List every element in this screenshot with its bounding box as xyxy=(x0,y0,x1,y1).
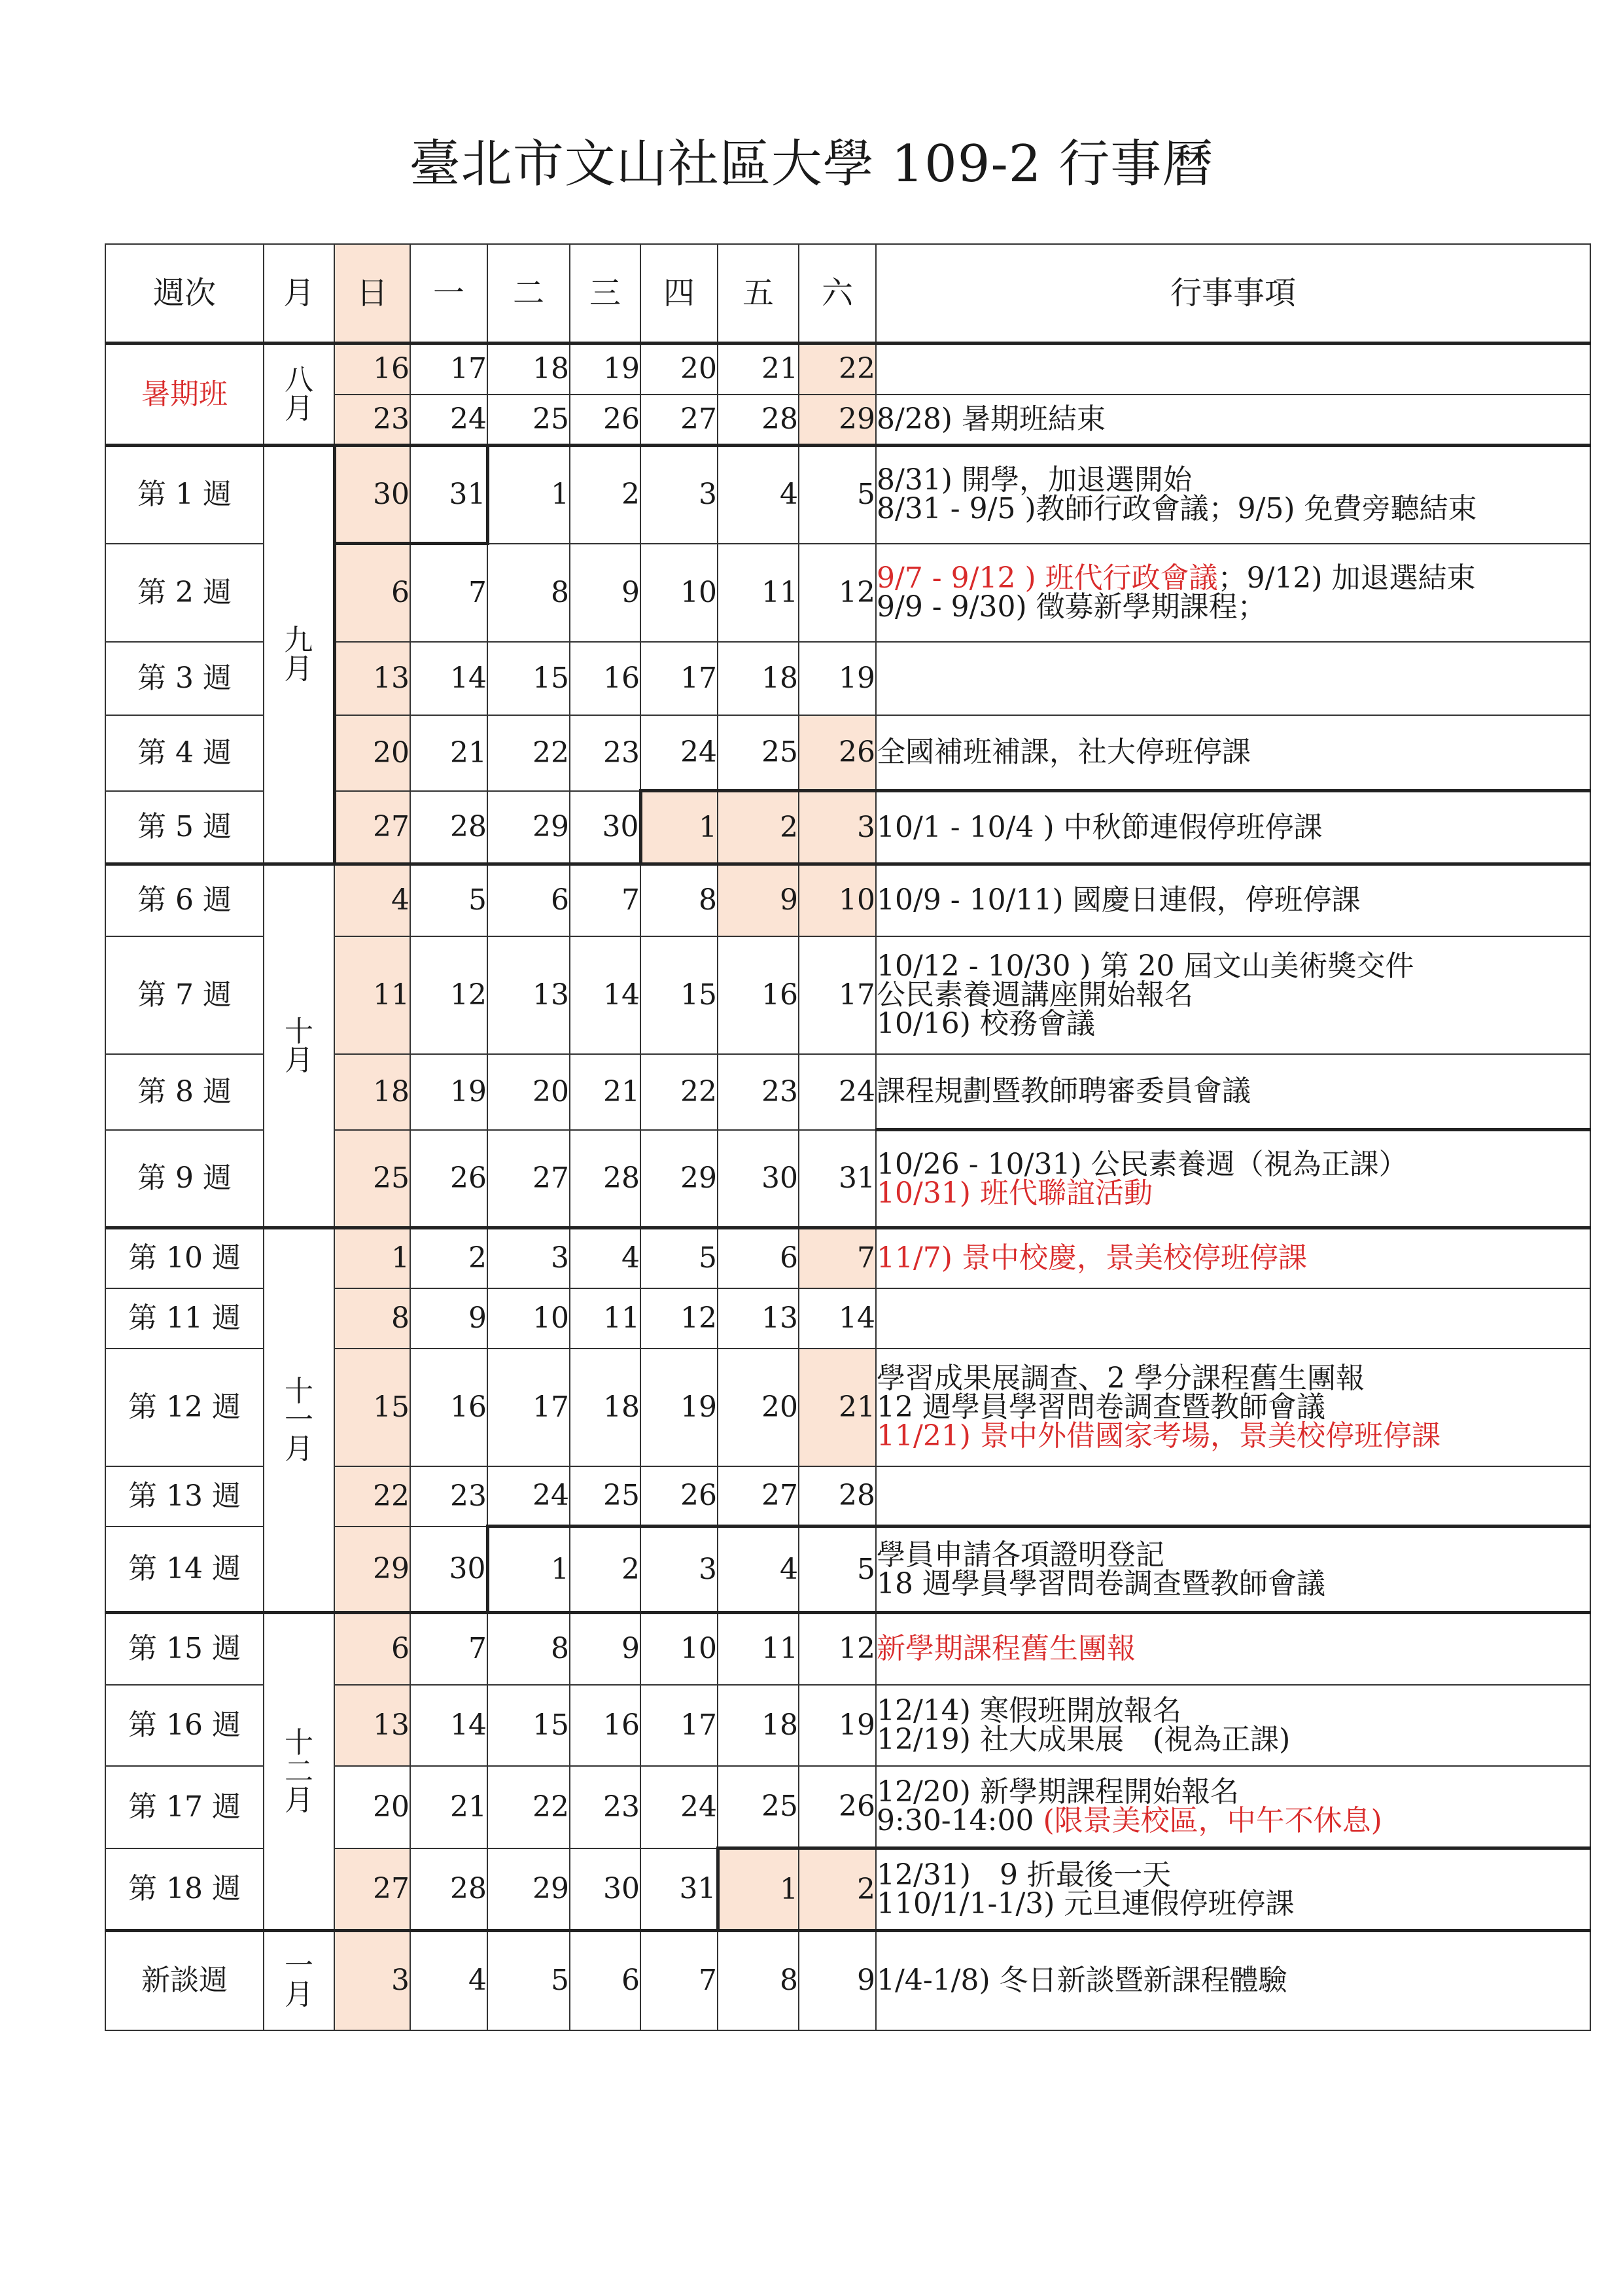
day-cell: 1 xyxy=(334,1228,410,1288)
event-cell: 10/26 - 10/31) 公民素養週（視為正課） 10/31) 班代聯誼活動 xyxy=(876,1130,1590,1228)
day-cell: 9 xyxy=(799,1931,876,2030)
week-label: 第 4 週 xyxy=(105,715,264,791)
day-cell: 28 xyxy=(799,1466,876,1527)
day-cell: 1 xyxy=(487,1527,570,1613)
day-cell: 3 xyxy=(334,1931,410,2030)
day-cell: 6 xyxy=(334,1613,410,1685)
day-cell: 10 xyxy=(640,1613,718,1685)
day-cell: 18 xyxy=(334,1054,410,1130)
day-cell: 6 xyxy=(718,1228,799,1288)
day-cell: 11 xyxy=(570,1288,640,1349)
day-cell: 7 xyxy=(410,544,487,642)
day-cell: 8 xyxy=(718,1931,799,2030)
day-cell: 12 xyxy=(799,1613,876,1685)
day-cell: 4 xyxy=(718,446,799,544)
day-cell: 31 xyxy=(640,1848,718,1931)
day-cell: 30 xyxy=(570,1848,640,1931)
event-cell: 10/9 - 10/11) 國慶日連假，停班停課 xyxy=(876,864,1590,936)
event-cell: 1/4-1/8) 冬日新談暨新課程體驗 xyxy=(876,1931,1590,2030)
day-cell: 8 xyxy=(487,544,570,642)
day-cell: 10 xyxy=(640,544,718,642)
day-cell: 27 xyxy=(334,1848,410,1931)
day-cell: 28 xyxy=(410,791,487,864)
event-cell: 全國補班補課，社大停班停課 xyxy=(876,715,1590,791)
day-cell: 16 xyxy=(570,1685,640,1766)
header-wed: 三 xyxy=(570,244,640,344)
day-cell: 29 xyxy=(487,1848,570,1931)
week-label: 第 5 週 xyxy=(105,791,264,864)
day-cell: 18 xyxy=(570,1349,640,1466)
day-cell: 20 xyxy=(718,1349,799,1466)
day-cell: 30 xyxy=(410,1527,487,1613)
day-cell: 19 xyxy=(640,1349,718,1466)
day-cell: 7 xyxy=(410,1613,487,1685)
day-cell: 25 xyxy=(718,715,799,791)
day-cell: 15 xyxy=(487,642,570,715)
day-cell: 20 xyxy=(487,1054,570,1130)
event-cell: 12/14) 寒假班開放報名 12/19) 社大成果展 (視為正課) xyxy=(876,1685,1590,1766)
day-cell: 28 xyxy=(410,1848,487,1931)
day-cell: 14 xyxy=(410,1685,487,1766)
day-cell: 16 xyxy=(570,642,640,715)
month-sep: 九 月 xyxy=(264,446,334,864)
day-cell: 17 xyxy=(640,642,718,715)
week-label: 新談週 xyxy=(105,1931,264,2030)
header-week: 週次 xyxy=(105,244,264,344)
day-cell: 17 xyxy=(640,1685,718,1766)
day-cell: 5 xyxy=(799,1527,876,1613)
day-cell: 7 xyxy=(570,864,640,936)
day-cell: 18 xyxy=(718,642,799,715)
day-cell: 16 xyxy=(334,344,410,395)
day-cell: 9 xyxy=(410,1288,487,1349)
day-cell: 4 xyxy=(570,1228,640,1288)
day-cell: 12 xyxy=(640,1288,718,1349)
day-cell: 6 xyxy=(334,544,410,642)
event-cell xyxy=(876,642,1590,715)
header-mon: 一 xyxy=(410,244,487,344)
day-cell: 6 xyxy=(570,1931,640,2030)
month-dec: 十 二 月 xyxy=(264,1613,334,1931)
day-cell: 9 xyxy=(718,864,799,936)
day-cell: 19 xyxy=(570,344,640,395)
day-cell: 13 xyxy=(334,642,410,715)
header-thu: 四 xyxy=(640,244,718,344)
day-cell: 26 xyxy=(799,1766,876,1848)
week-label: 第 12 週 xyxy=(105,1349,264,1466)
header-events: 行事事項 xyxy=(876,244,1590,344)
day-cell: 24 xyxy=(487,1466,570,1527)
header-month: 月 xyxy=(264,244,334,344)
day-cell: 2 xyxy=(570,446,640,544)
day-cell: 4 xyxy=(334,864,410,936)
day-cell: 28 xyxy=(570,1130,640,1228)
day-cell: 22 xyxy=(487,1766,570,1848)
day-cell: 18 xyxy=(487,344,570,395)
day-cell: 7 xyxy=(640,1931,718,2030)
day-cell: 30 xyxy=(334,446,410,544)
day-cell: 10 xyxy=(799,864,876,936)
event-cell xyxy=(876,1288,1590,1349)
day-cell: 21 xyxy=(410,1766,487,1848)
day-cell: 23 xyxy=(718,1054,799,1130)
day-cell: 12 xyxy=(410,936,487,1054)
event-cell: 新學期課程舊生團報 xyxy=(876,1613,1590,1685)
day-cell: 27 xyxy=(718,1466,799,1527)
day-cell: 11 xyxy=(718,544,799,642)
week-label: 第 17 週 xyxy=(105,1766,264,1848)
day-cell: 10 xyxy=(487,1288,570,1349)
day-cell: 29 xyxy=(487,791,570,864)
day-cell: 6 xyxy=(487,864,570,936)
day-cell: 2 xyxy=(799,1848,876,1931)
week-label: 第 16 週 xyxy=(105,1685,264,1766)
day-cell: 13 xyxy=(718,1288,799,1349)
month-nov: 十 一 月 xyxy=(264,1228,334,1613)
week-label: 第 6 週 xyxy=(105,864,264,936)
day-cell: 16 xyxy=(718,936,799,1054)
day-cell: 20 xyxy=(640,344,718,395)
month-jan: 一 月 xyxy=(264,1931,334,2030)
day-cell: 22 xyxy=(487,715,570,791)
day-cell: 5 xyxy=(799,446,876,544)
event-cell: 8/28) 暑期班結束 xyxy=(876,395,1590,446)
day-cell: 30 xyxy=(718,1130,799,1228)
header-tue: 二 xyxy=(487,244,570,344)
event-cell: 10/1 - 10/4 ) 中秋節連假停班停課 xyxy=(876,791,1590,864)
day-cell: 20 xyxy=(334,715,410,791)
day-cell: 26 xyxy=(640,1466,718,1527)
week-label: 第 15 週 xyxy=(105,1613,264,1685)
month-aug: 八 月 xyxy=(264,344,334,446)
day-cell: 24 xyxy=(799,1054,876,1130)
event-cell: 12/31) 9 折最後一天 110/1/1-1/3) 元旦連假停班停課 xyxy=(876,1848,1590,1931)
week-label: 第 3 週 xyxy=(105,642,264,715)
day-cell: 23 xyxy=(570,715,640,791)
day-cell: 14 xyxy=(799,1288,876,1349)
day-cell: 27 xyxy=(334,791,410,864)
day-cell: 28 xyxy=(718,395,799,446)
day-cell: 15 xyxy=(334,1349,410,1466)
day-cell: 1 xyxy=(718,1848,799,1931)
day-cell: 8 xyxy=(487,1613,570,1685)
header-sun: 日 xyxy=(334,244,410,344)
day-cell: 21 xyxy=(718,344,799,395)
day-cell: 27 xyxy=(640,395,718,446)
day-cell: 24 xyxy=(640,1766,718,1848)
day-cell: 21 xyxy=(410,715,487,791)
day-cell: 24 xyxy=(410,395,487,446)
table-row xyxy=(105,864,1590,936)
day-cell: 8 xyxy=(640,864,718,936)
day-cell: 26 xyxy=(570,395,640,446)
table-row xyxy=(105,1228,1590,1288)
event-cell: 學習成果展調查、2 學分課程舊生團報 12 週學員學習問卷調查暨教師會議 11/21) 景中外借國家考場，景美校停班停課 xyxy=(876,1349,1590,1466)
day-cell: 3 xyxy=(640,446,718,544)
day-cell: 4 xyxy=(410,1931,487,2030)
day-cell: 11 xyxy=(334,936,410,1054)
day-cell: 25 xyxy=(570,1466,640,1527)
day-cell: 22 xyxy=(799,344,876,395)
day-cell: 8 xyxy=(334,1288,410,1349)
day-cell: 13 xyxy=(487,936,570,1054)
day-cell: 16 xyxy=(410,1349,487,1466)
day-cell: 22 xyxy=(640,1054,718,1130)
day-cell: 1 xyxy=(487,446,570,544)
day-cell: 23 xyxy=(410,1466,487,1527)
day-cell: 31 xyxy=(799,1130,876,1228)
table-row xyxy=(105,446,1590,544)
day-cell: 20 xyxy=(334,1766,410,1848)
day-cell: 3 xyxy=(487,1228,570,1288)
table-row xyxy=(105,1613,1590,1685)
day-cell: 23 xyxy=(570,1766,640,1848)
week-label: 第 13 週 xyxy=(105,1466,264,1527)
day-cell: 11 xyxy=(718,1613,799,1685)
day-cell: 25 xyxy=(334,1130,410,1228)
event-cell: 10/12 - 10/30 ) 第 20 屆文山美術獎交件 公民素養週講座開始報名 10/16) 校務會議 xyxy=(876,936,1590,1054)
week-label: 第 1 週 xyxy=(105,446,264,544)
day-cell: 12 xyxy=(799,544,876,642)
day-cell: 29 xyxy=(640,1130,718,1228)
day-cell: 3 xyxy=(640,1527,718,1613)
day-cell: 22 xyxy=(334,1466,410,1527)
day-cell: 3 xyxy=(799,791,876,864)
day-cell: 19 xyxy=(799,642,876,715)
day-cell: 26 xyxy=(410,1130,487,1228)
day-cell: 5 xyxy=(487,1931,570,2030)
week-label: 第 2 週 xyxy=(105,544,264,642)
header-row xyxy=(105,244,1590,344)
day-cell: 25 xyxy=(487,395,570,446)
week-label: 第 9 週 xyxy=(105,1130,264,1228)
event-cell xyxy=(876,1466,1590,1527)
day-cell: 2 xyxy=(410,1228,487,1288)
week-label: 暑期班 xyxy=(105,344,264,446)
day-cell: 29 xyxy=(799,395,876,446)
day-cell: 9 xyxy=(570,1613,640,1685)
day-cell: 19 xyxy=(410,1054,487,1130)
day-cell: 23 xyxy=(334,395,410,446)
day-cell: 14 xyxy=(410,642,487,715)
day-cell: 31 xyxy=(410,446,487,544)
event-cell: 課程規劃暨教師聘審委員會議 xyxy=(876,1054,1590,1130)
day-cell: 14 xyxy=(570,936,640,1054)
week-label: 第 11 週 xyxy=(105,1288,264,1349)
day-cell: 17 xyxy=(410,344,487,395)
day-cell: 25 xyxy=(718,1766,799,1848)
day-cell: 18 xyxy=(718,1685,799,1766)
day-cell: 17 xyxy=(799,936,876,1054)
day-cell: 9 xyxy=(570,544,640,642)
week-label: 第 8 週 xyxy=(105,1054,264,1130)
day-cell: 15 xyxy=(487,1685,570,1766)
day-cell: 27 xyxy=(487,1130,570,1228)
event-cell xyxy=(876,344,1590,395)
day-cell: 21 xyxy=(799,1349,876,1466)
day-cell: 30 xyxy=(570,791,640,864)
day-cell: 24 xyxy=(640,715,718,791)
month-oct: 十 月 xyxy=(264,864,334,1228)
day-cell: 21 xyxy=(570,1054,640,1130)
day-cell: 2 xyxy=(570,1527,640,1613)
week-label: 第 10 週 xyxy=(105,1228,264,1288)
day-cell: 26 xyxy=(799,715,876,791)
table-row xyxy=(105,1931,1590,2030)
day-cell: 15 xyxy=(640,936,718,1054)
week-label: 第 14 週 xyxy=(105,1527,264,1613)
header-sat: 六 xyxy=(799,244,876,344)
day-cell: 13 xyxy=(334,1685,410,1766)
table-row xyxy=(105,344,1590,395)
day-cell: 19 xyxy=(799,1685,876,1766)
day-cell: 29 xyxy=(334,1527,410,1613)
event-cell: 9/7 - 9/12 ) 班代行政會議；9/12) 加退選結束 9/9 - 9/30) 徵募新學期課程； xyxy=(876,544,1590,642)
day-cell: 2 xyxy=(718,791,799,864)
event-cell: 12/20) 新學期課程開始報名 9:30-14:00 (限景美校區，中午不休息) xyxy=(876,1766,1590,1848)
event-cell: 學員申請各項證明登記 18 週學員學習問卷調查暨教師會議 xyxy=(876,1527,1590,1613)
day-cell: 5 xyxy=(410,864,487,936)
page-title: 臺北市文山社區大學 109-2 行事曆 xyxy=(409,135,1214,194)
header-fri: 五 xyxy=(718,244,799,344)
day-cell: 5 xyxy=(640,1228,718,1288)
week-label: 第 7 週 xyxy=(105,936,264,1054)
day-cell: 17 xyxy=(487,1349,570,1466)
calendar-table xyxy=(105,243,1591,2031)
day-cell: 1 xyxy=(640,791,718,864)
event-cell: 11/7) 景中校慶，景美校停班停課 xyxy=(876,1228,1590,1288)
day-cell: 7 xyxy=(799,1228,876,1288)
day-cell: 4 xyxy=(718,1527,799,1613)
week-label: 第 18 週 xyxy=(105,1848,264,1931)
event-cell: 8/31) 開學，加退選開始 8/31 - 9/5 )教師行政會議；9/5) 免費旁聽結束 xyxy=(876,446,1590,544)
